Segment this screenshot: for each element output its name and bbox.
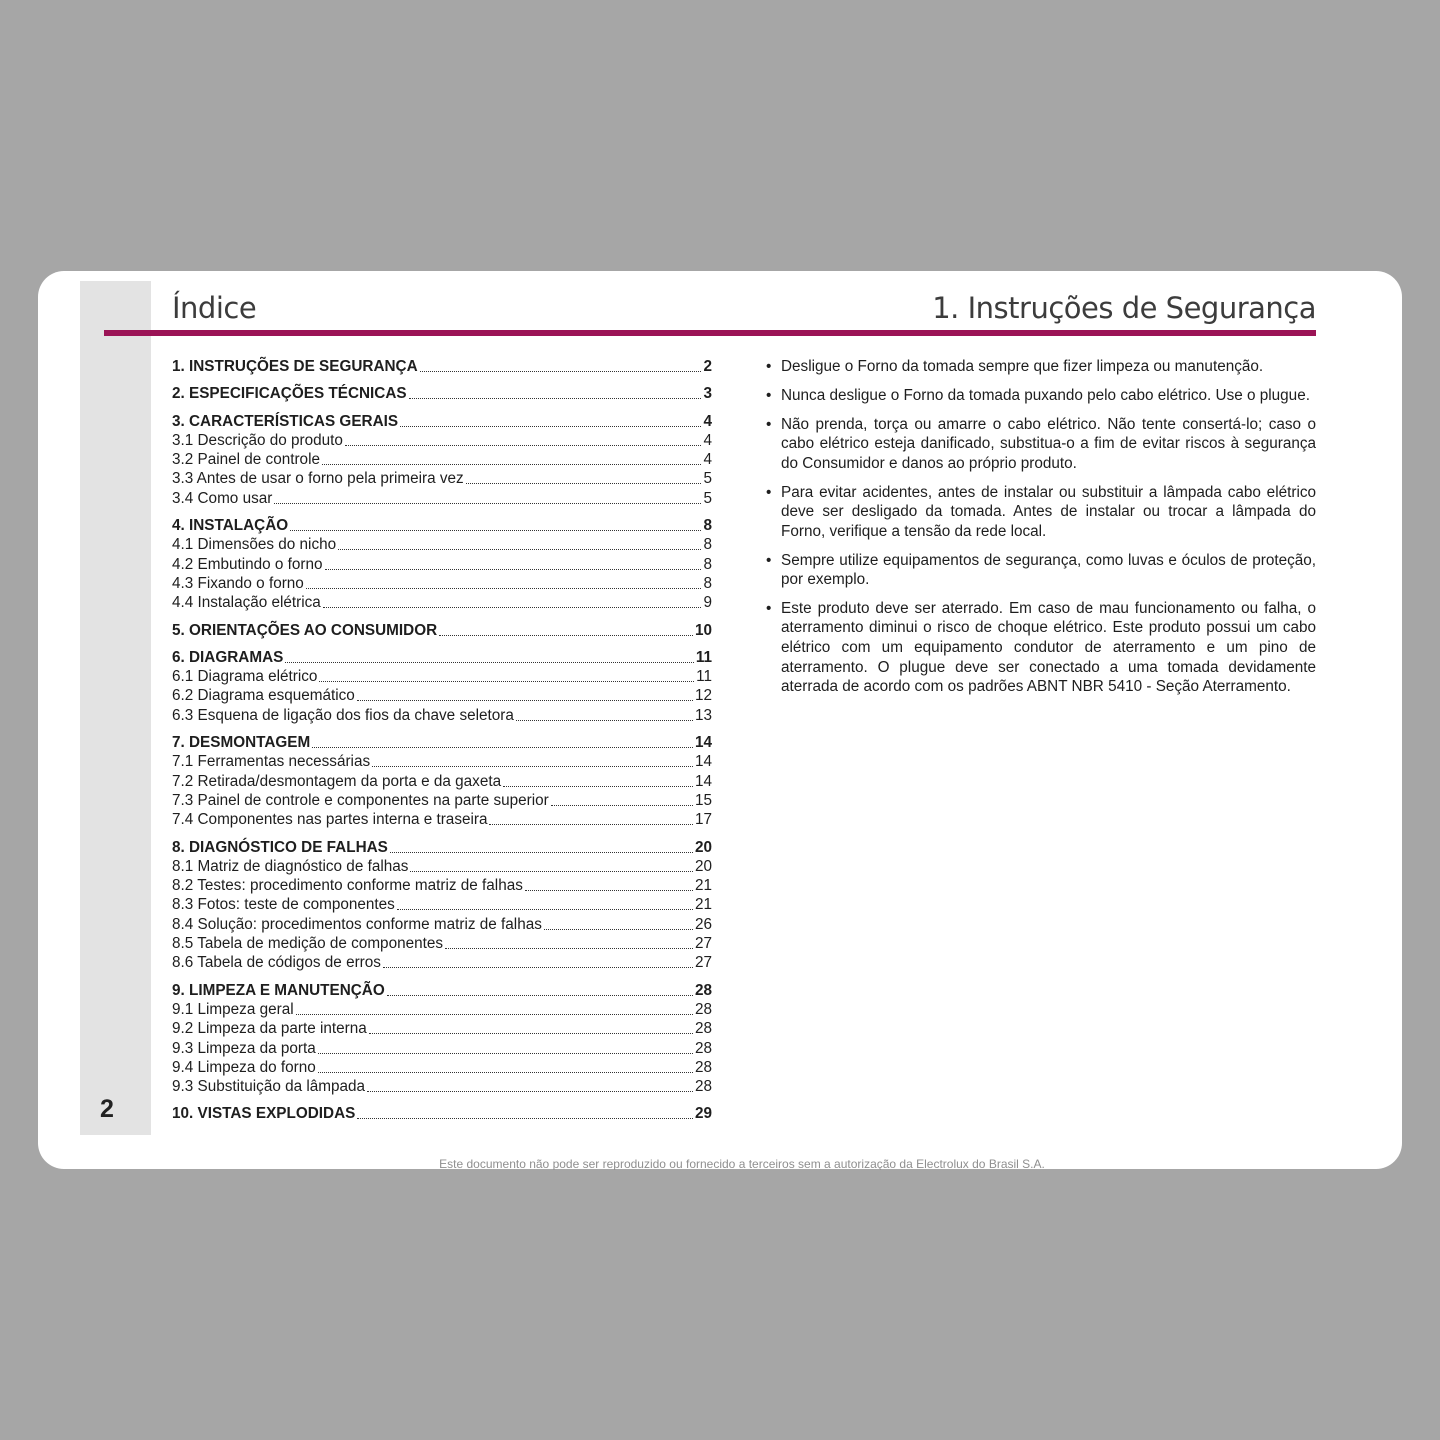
toc-subsection-entry[interactable] bbox=[172, 857, 712, 876]
toc-entry-label: 7.3 Painel de controle e componentes na parte superior bbox=[172, 791, 549, 809]
toc-entry-label: 8.1 Matriz de diagnóstico de falhas bbox=[172, 857, 409, 875]
toc-entry-label: 7. DESMONTAGEM bbox=[172, 734, 311, 752]
toc-entry-page: 8 bbox=[703, 536, 712, 554]
toc-entry-label: 9.2 Limpeza da parte interna bbox=[172, 1020, 367, 1038]
toc-chapter-entry[interactable] bbox=[172, 621, 712, 640]
toc-entry-page: 28 bbox=[694, 1020, 712, 1038]
toc-entry-label: 8.5 Tabela de medição de componentes bbox=[172, 935, 444, 953]
toc-entry-label: 1. INSTRUÇÕES DE SEGURANÇA bbox=[172, 358, 418, 375]
toc-entry-page: 4 bbox=[703, 451, 712, 469]
toc-dot-leader bbox=[357, 1105, 693, 1119]
toc-section bbox=[172, 412, 712, 508]
toc-entry-page: 4 bbox=[703, 412, 712, 430]
toc-entry-page: 21 bbox=[694, 896, 712, 914]
toc-dot-leader bbox=[503, 773, 693, 787]
safety-instruction-item bbox=[766, 599, 1316, 697]
toc-section bbox=[172, 516, 712, 612]
toc-dot-leader bbox=[318, 1059, 693, 1073]
toc-dot-leader bbox=[544, 916, 693, 930]
toc-subsection-entry[interactable] bbox=[172, 555, 712, 574]
toc-entry-page: 3 bbox=[703, 385, 712, 403]
toc-chapter-entry[interactable] bbox=[172, 357, 712, 376]
toc-entry-page: 28 bbox=[694, 1039, 712, 1057]
toc-entry-label: 8.3 Fotos: teste de componentes bbox=[172, 896, 395, 914]
toc-chapter-entry[interactable] bbox=[172, 981, 712, 1000]
toc-entry-label: 6.1 Diagrama elétrico bbox=[172, 668, 318, 686]
header-rule bbox=[104, 330, 1316, 336]
toc-entry-label: 9.3 Limpeza da porta bbox=[172, 1039, 316, 1057]
toc-dot-leader bbox=[296, 1001, 693, 1015]
toc-subsection-entry[interactable] bbox=[172, 810, 712, 829]
toc-entry-label: 4. INSTALAÇÃO bbox=[172, 517, 289, 535]
toc-dot-leader bbox=[338, 536, 701, 550]
toc-entry-label: 6.3 Esquena de ligação dos fios da chave seletora bbox=[172, 706, 514, 724]
toc-chapter-entry[interactable] bbox=[172, 648, 712, 667]
toc-entry-label: 3.4 Como usar bbox=[172, 489, 273, 507]
index-title: Índice bbox=[172, 291, 257, 325]
toc-dot-leader bbox=[323, 594, 702, 608]
toc-dot-leader bbox=[409, 385, 702, 399]
toc-dot-leader bbox=[345, 432, 702, 446]
toc-entry-label: 4.1 Dimensões do nicho bbox=[172, 536, 337, 554]
toc-entry-page: 15 bbox=[694, 791, 712, 809]
toc-entry-page: 28 bbox=[694, 981, 712, 999]
toc-subsection-entry[interactable] bbox=[172, 752, 712, 771]
toc-subsection-entry[interactable] bbox=[172, 535, 712, 554]
toc-chapter-entry[interactable] bbox=[172, 733, 712, 752]
toc-dot-leader bbox=[325, 556, 702, 570]
toc-dot-leader bbox=[318, 1040, 693, 1054]
toc-chapter-entry[interactable] bbox=[172, 838, 712, 857]
page-side-strip bbox=[80, 281, 151, 1135]
toc-dot-leader bbox=[387, 982, 693, 996]
toc-entry-page: 29 bbox=[694, 1105, 712, 1123]
safety-instruction-item bbox=[766, 551, 1316, 590]
toc-entry-page: 11 bbox=[695, 648, 712, 666]
toc-entry-page: 28 bbox=[694, 1000, 712, 1018]
toc-entry-page: 12 bbox=[694, 687, 712, 705]
bullet-icon: • bbox=[766, 415, 772, 433]
toc-entry-label: 10. VISTAS EXPLODIDAS bbox=[172, 1105, 356, 1123]
toc-entry-page: 26 bbox=[694, 915, 712, 933]
toc-entry-label: 9.1 Limpeza geral bbox=[172, 1000, 294, 1018]
toc-dot-leader bbox=[306, 575, 702, 589]
toc-entry-label: 4.2 Embutindo o forno bbox=[172, 555, 323, 573]
bullet-icon: • bbox=[766, 551, 772, 569]
toc-entry-page: 20 bbox=[694, 838, 712, 856]
toc-entry-label: 4.3 Fixando o forno bbox=[172, 574, 304, 592]
toc-dot-leader bbox=[274, 490, 701, 504]
toc-entry-label: 4.4 Instalação elétrica bbox=[172, 594, 321, 612]
safety-instruction-item bbox=[766, 386, 1316, 406]
toc-entry-page: 14 bbox=[694, 753, 712, 771]
toc-subsection-entry[interactable] bbox=[172, 876, 712, 895]
toc-entry-page: 27 bbox=[694, 935, 712, 953]
toc-subsection-entry[interactable] bbox=[172, 1039, 712, 1058]
toc-chapter-entry[interactable] bbox=[172, 384, 712, 403]
toc-subsection-entry[interactable] bbox=[172, 450, 712, 469]
toc-subsection-entry[interactable] bbox=[172, 706, 712, 725]
toc-entry-label: 3. CARACTERÍSTICAS GERAIS bbox=[172, 412, 399, 430]
table-of-contents bbox=[172, 357, 712, 1132]
toc-subsection-entry[interactable] bbox=[172, 686, 712, 705]
toc-entry-page: 28 bbox=[694, 1058, 712, 1076]
bullet-icon: • bbox=[766, 386, 772, 404]
toc-dot-leader bbox=[369, 1020, 693, 1034]
bullet-icon: • bbox=[766, 483, 772, 501]
toc-entry-label: 7.1 Ferramentas necessárias bbox=[172, 753, 371, 771]
toc-chapter-entry[interactable] bbox=[172, 516, 712, 535]
toc-entry-page: 5 bbox=[703, 470, 712, 488]
toc-entry-label: 6. DIAGRAMAS bbox=[172, 648, 284, 666]
toc-entry-label: 8. DIAGNÓSTICO DE FALHAS bbox=[172, 838, 388, 856]
toc-subsection-entry[interactable] bbox=[172, 489, 712, 508]
toc-subsection-entry[interactable] bbox=[172, 574, 712, 593]
toc-dot-leader bbox=[290, 517, 701, 531]
toc-entry-label: 6.2 Diagrama esquemático bbox=[172, 687, 355, 705]
toc-section bbox=[172, 733, 712, 829]
toc-subsection-entry[interactable] bbox=[172, 1000, 712, 1019]
toc-subsection-entry[interactable] bbox=[172, 791, 712, 810]
toc-subsection-entry[interactable] bbox=[172, 469, 712, 488]
safety-instruction-item bbox=[766, 357, 1316, 377]
toc-dot-leader bbox=[420, 358, 702, 372]
toc-entry-label: 3.1 Descrição do produto bbox=[172, 431, 343, 449]
toc-dot-leader bbox=[551, 792, 693, 806]
toc-entry-label: 2. ESPECIFICAÇÕES TÉCNICAS bbox=[172, 385, 407, 403]
toc-dot-leader bbox=[383, 954, 693, 968]
toc-dot-leader bbox=[372, 753, 693, 767]
toc-chapter-entry[interactable] bbox=[172, 412, 712, 431]
toc-dot-leader bbox=[390, 839, 693, 853]
safety-instruction-text: Sempre utilize equipamentos de segurança, como luvas e óculos de proteção, por exemplo. bbox=[781, 551, 1316, 589]
toc-section bbox=[172, 621, 712, 640]
safety-instruction-item bbox=[766, 483, 1316, 542]
toc-entry-label: 9. LIMPEZA E MANUTENÇÃO bbox=[172, 981, 385, 999]
toc-subsection-entry[interactable] bbox=[172, 953, 712, 972]
toc-dot-leader bbox=[367, 1078, 693, 1092]
copyright-footer: Este documento não pode ser reproduzido ou fornecido a terceiros sem a autorização da Electrolux do Brasil S.A. bbox=[439, 1157, 1045, 1170]
toc-entry-label: 9.3 Substituição da lâmpada bbox=[172, 1078, 366, 1096]
manual-page bbox=[38, 271, 1402, 1169]
toc-entry-page: 21 bbox=[694, 877, 712, 895]
toc-entry-page: 8 bbox=[703, 574, 712, 592]
toc-entry-page: 27 bbox=[694, 954, 712, 972]
toc-dot-leader bbox=[397, 896, 693, 910]
toc-dot-leader bbox=[410, 858, 693, 872]
toc-entry-label: 8.6 Tabela de códigos de erros bbox=[172, 954, 381, 972]
toc-chapter-entry[interactable] bbox=[172, 1104, 712, 1123]
toc-entry-label: 3.3 Antes de usar o forno pela primeira vez bbox=[172, 470, 464, 488]
toc-entry-page: 13 bbox=[694, 706, 712, 724]
toc-entry-page: 9 bbox=[703, 594, 712, 612]
safety-instruction-text: Este produto deve ser aterrado. Em caso de mau funcionamento ou falha, o aterramento diminui o risco de choque elétrico. Este produto possui um cabo elétrico com um equipamento condutor de aterramento e um pino de aterramento. O plugue deve ser conectado a uma tomada devidamente aterrada de acordo com os padrões ABNT NBR 5410 - Seção Aterramento. bbox=[781, 599, 1316, 696]
safety-instruction-text: Desligue o Forno da tomada sempre que fizer limpeza ou manutenção. bbox=[781, 358, 1264, 375]
bullet-icon: • bbox=[766, 358, 772, 375]
toc-entry-label: 9.4 Limpeza do forno bbox=[172, 1058, 316, 1076]
toc-entry-label: 7.4 Componentes nas partes interna e traseira bbox=[172, 811, 488, 829]
toc-entry-label: 5. ORIENTAÇÕES AO CONSUMIDOR bbox=[172, 621, 438, 639]
toc-subsection-entry[interactable] bbox=[172, 934, 712, 953]
toc-entry-page: 14 bbox=[694, 772, 712, 790]
safety-instruction-text: Para evitar acidentes, antes de instalar ou substituir a lâmpada cabo elétrico deve ser desligado da tomada. Antes de instalar ou trocar a lâmpada do Forno, verifique a tensão da rede local. bbox=[781, 483, 1316, 540]
toc-entry-page: 4 bbox=[703, 431, 712, 449]
toc-entry-page: 14 bbox=[694, 734, 712, 752]
toc-section bbox=[172, 384, 712, 403]
toc-subsection-entry[interactable] bbox=[172, 1019, 712, 1038]
toc-entry-page: 2 bbox=[703, 358, 712, 375]
safety-instruction-text: Não prenda, torça ou amarre o cabo elétrico. Não tente consertá-lo; caso o cabo elétrico esteja danificado, substitua-o a fim de evitar riscos à segurança do Consumidor e danos ao próprio produto. bbox=[781, 415, 1316, 472]
toc-dot-leader bbox=[357, 687, 693, 701]
toc-subsection-entry[interactable] bbox=[172, 1058, 712, 1077]
toc-entry-page: 17 bbox=[694, 811, 712, 829]
toc-entry-page: 20 bbox=[694, 857, 712, 875]
safety-instruction-text: Nunca desligue o Forno da tomada puxando pelo cabo elétrico. Use o plugue. bbox=[781, 386, 1310, 404]
toc-dot-leader bbox=[312, 734, 693, 748]
toc-dot-leader bbox=[489, 811, 693, 825]
toc-subsection-entry[interactable] bbox=[172, 1077, 712, 1096]
toc-entry-label: 8.2 Testes: procedimento conforme matriz de falhas bbox=[172, 877, 523, 895]
toc-dot-leader bbox=[400, 413, 701, 427]
toc-section bbox=[172, 838, 712, 973]
toc-entry-label: 3.2 Painel de controle bbox=[172, 451, 320, 469]
toc-subsection-entry[interactable] bbox=[172, 667, 712, 686]
toc-dot-leader bbox=[466, 470, 702, 484]
toc-entry-page: 10 bbox=[694, 621, 712, 639]
toc-subsection-entry[interactable] bbox=[172, 593, 712, 612]
toc-entry-page: 8 bbox=[703, 555, 712, 573]
toc-section bbox=[172, 1104, 712, 1123]
toc-entry-label: 8.4 Solução: procedimentos conforme matriz de falhas bbox=[172, 915, 542, 933]
toc-dot-leader bbox=[525, 877, 693, 891]
toc-dot-leader bbox=[319, 668, 694, 682]
toc-dot-leader bbox=[439, 622, 693, 636]
toc-entry-label: 7.2 Retirada/desmontagem da porta e da gaxeta bbox=[172, 772, 502, 790]
toc-dot-leader bbox=[285, 649, 693, 663]
section-title: 1. Instruções de Segurança bbox=[932, 291, 1316, 325]
toc-entry-page: 11 bbox=[696, 668, 712, 686]
toc-dot-leader bbox=[445, 935, 693, 949]
toc-section bbox=[172, 357, 712, 376]
bullet-icon: • bbox=[766, 599, 772, 617]
safety-instructions-list bbox=[766, 357, 1316, 706]
safety-instruction-item bbox=[766, 415, 1316, 474]
page-number: 2 bbox=[100, 1095, 114, 1123]
toc-section bbox=[172, 648, 712, 725]
toc-subsection-entry[interactable] bbox=[172, 895, 712, 914]
toc-subsection-entry[interactable] bbox=[172, 772, 712, 791]
toc-dot-leader bbox=[322, 451, 702, 465]
toc-dot-leader bbox=[516, 707, 693, 721]
toc-entry-page: 28 bbox=[694, 1078, 712, 1096]
toc-section bbox=[172, 981, 712, 1097]
toc-entry-page: 5 bbox=[703, 489, 712, 507]
toc-subsection-entry[interactable] bbox=[172, 915, 712, 934]
toc-subsection-entry[interactable] bbox=[172, 431, 712, 450]
toc-entry-page: 8 bbox=[703, 517, 712, 535]
